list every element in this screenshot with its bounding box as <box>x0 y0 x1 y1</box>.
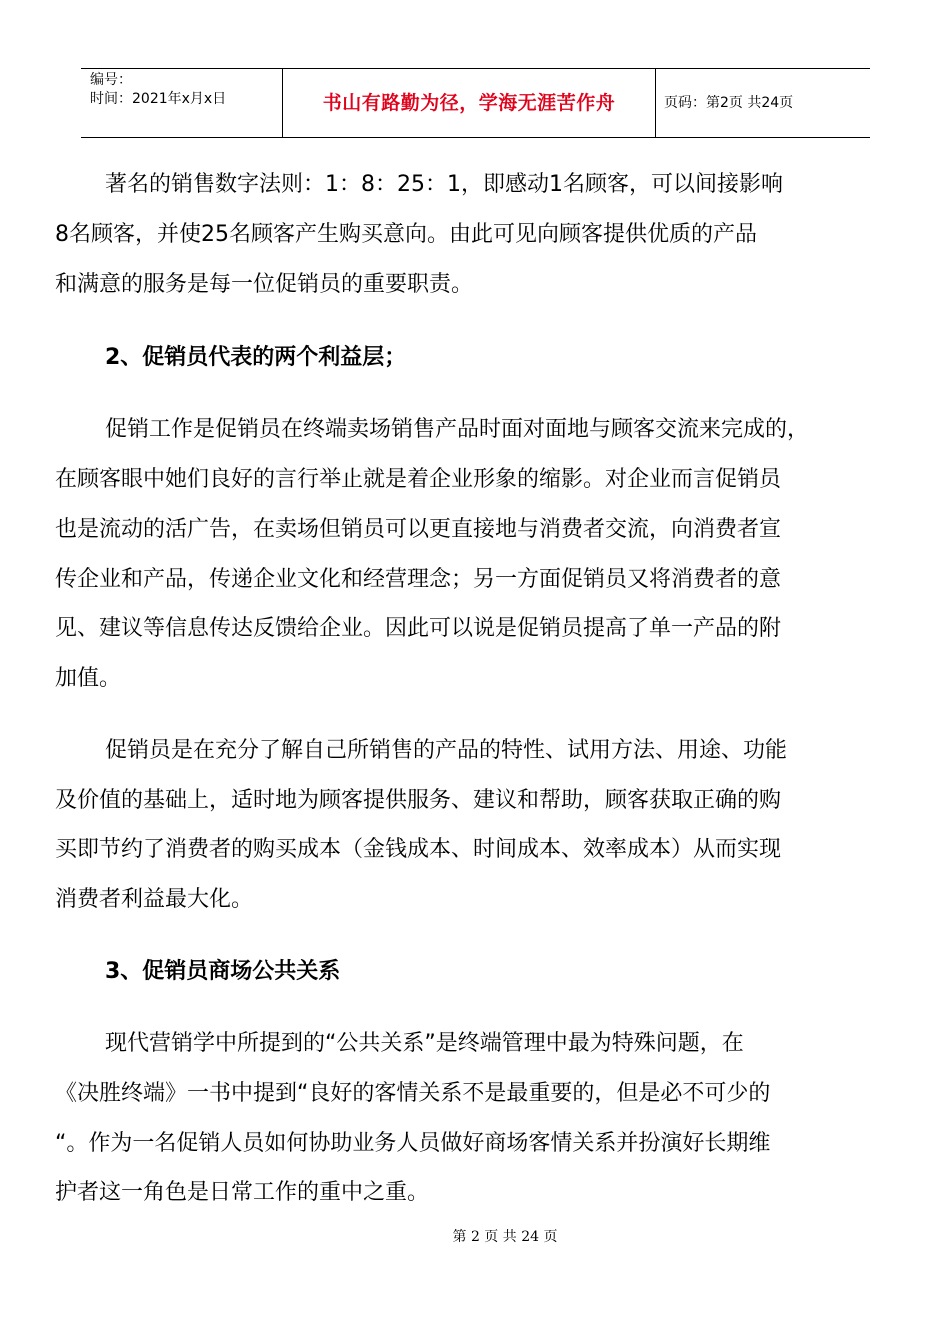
section-heading: 3、促销员商场公共关系 <box>105 959 341 984</box>
paragraph-line: 促销员是在充分了解自己所销售的产品的特性、试用方法、用途、功能 <box>105 738 788 763</box>
paragraph-line: 买即节约了消费者的购买成本（金钱成本、时间成本、效率成本）从而实现 <box>55 837 782 862</box>
paragraph-line: 促销工作是促销员在终端卖场销售产品时面对面地与顾客交流来完成的， <box>105 417 810 442</box>
paragraph-line: 加值。 <box>55 666 122 691</box>
page-footer: 第 2 页 共 24 页 <box>452 1229 558 1245</box>
paragraph-line: 及价值的基础上，适时地为顾客提供服务、建议和帮助，顾客获取正确的购 <box>55 788 782 813</box>
number-label: 编号： <box>90 72 132 88</box>
paragraph-line: 见、建议等信息传达反馈给企业。因此可以说是促销员提高了单一产品的附 <box>55 616 782 641</box>
paragraph-line: 现代营销学中所提到的“公共关系”是终端管理中最为特殊问题，在 <box>105 1031 744 1056</box>
header-motto-cell <box>283 69 656 137</box>
paragraph-line: 《决胜终端》一书中提到“良好的客情关系不是最重要的，但是必不可少的 <box>55 1081 771 1106</box>
paragraph-line: 和满意的服务是每一位促销员的重要职责。 <box>55 272 474 297</box>
time-label: 时间：2021年x月x日 <box>90 91 227 107</box>
paragraph-line: 也是流动的活广告，在卖场但销员可以更直接地与消费者交流，向消费者宣 <box>55 517 782 542</box>
paragraph-line: 在顾客眼中她们良好的言行举止就是着企业形象的缩影。对企业而言促销员 <box>55 467 782 492</box>
page-info: 页码：第2页 共24页 <box>664 95 794 111</box>
paragraph-line: 著名的销售数字法则：1：8：25：1，即感动1名顾客，可以间接影响 <box>105 172 783 197</box>
header-page-cell <box>656 69 870 137</box>
header-meta-cell <box>81 69 283 137</box>
motto-text: 书山有路勤为径，学海无涯苦作舟 <box>322 92 616 114</box>
paragraph-line: 护者这一角色是日常工作的重中之重。 <box>55 1180 430 1205</box>
document-header <box>81 68 870 138</box>
paragraph-line: 传企业和产品，传递企业文化和经营理念；另一方面促销员又将消费者的意 <box>55 567 782 592</box>
paragraph-line: 8名顾客，并使25名顾客产生购买意向。由此可见向顾客提供优质的产品 <box>55 222 757 247</box>
paragraph-line: 消费者利益最大化。 <box>55 887 254 912</box>
paragraph-line: “。作为一名促销人员如何协助业务人员做好商场客情关系并扮演好长期维 <box>55 1131 771 1156</box>
section-heading: 2、促销员代表的两个利益层； <box>105 345 407 370</box>
